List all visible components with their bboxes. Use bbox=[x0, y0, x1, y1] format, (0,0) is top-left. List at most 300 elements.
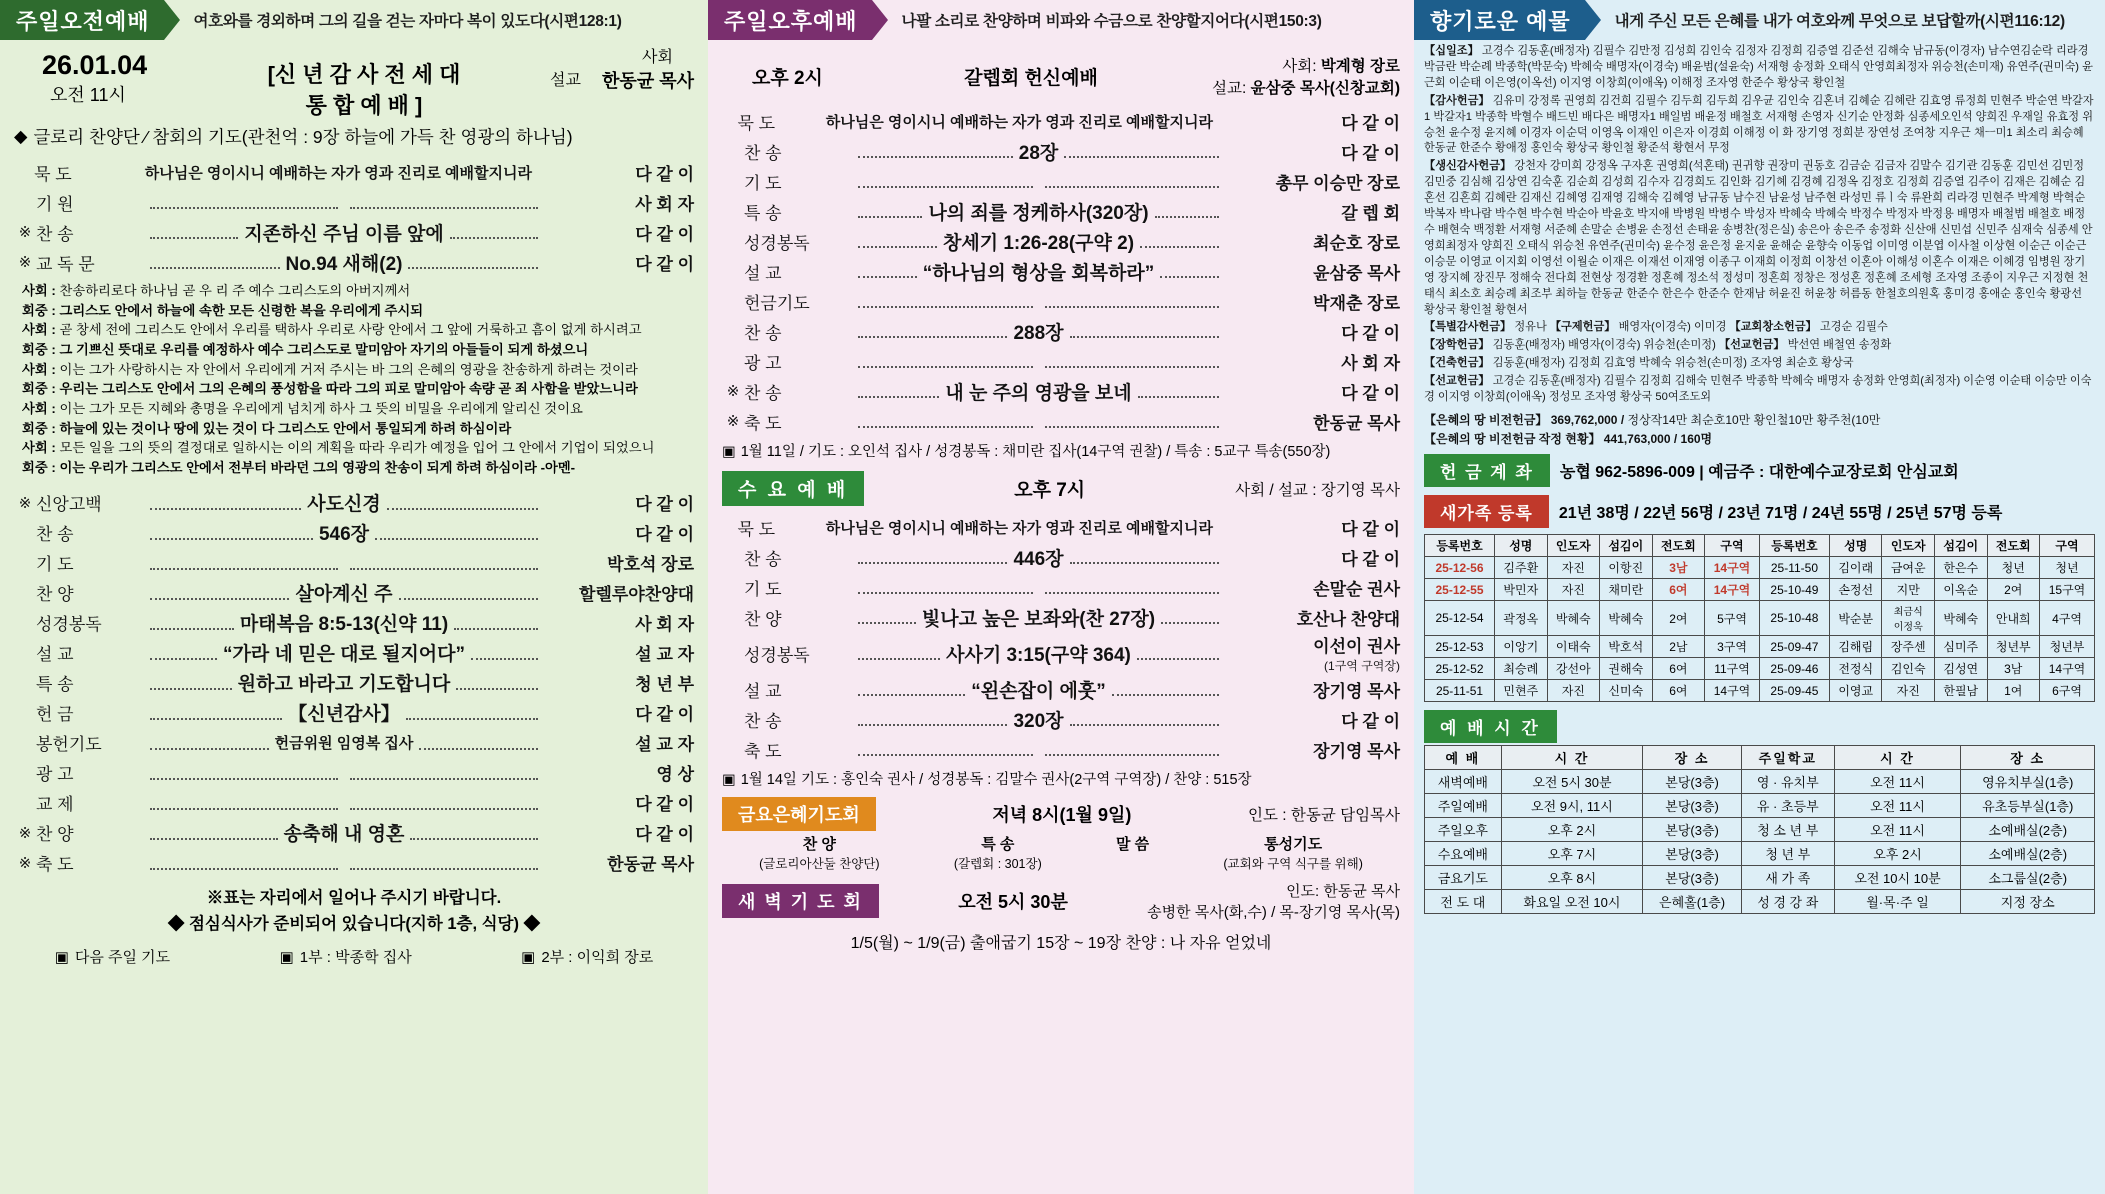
order-item bbox=[722, 632, 1400, 674]
prayer-assignment: ▣ 다음 주일 기도 bbox=[54, 948, 171, 966]
dot-leader bbox=[150, 706, 282, 720]
order-item-label: 신앙고백 bbox=[36, 495, 102, 515]
order-item-person: 호산나 찬양대 bbox=[1296, 609, 1401, 629]
order-item-person: 다 같 이 bbox=[1341, 143, 1400, 163]
vision-fund-line: 【은혜의 땅 비전헌금 작정 현황】 441,763,000 / 160명 bbox=[1424, 431, 1713, 446]
dawn-time: 오전 5시 30분 bbox=[958, 892, 1068, 912]
order-item-content: 내 눈 주의 영광을 보네 bbox=[945, 382, 1132, 404]
dot-leader bbox=[858, 550, 1007, 564]
order-item-person: 영 상 bbox=[656, 765, 694, 785]
table-cell: 6여 bbox=[1652, 680, 1705, 702]
table-row bbox=[1425, 890, 2095, 914]
order-item-label: 찬 송 bbox=[744, 323, 782, 343]
order-of-worship-part1 bbox=[0, 151, 708, 277]
table-cell: 5구역 bbox=[1705, 601, 1760, 636]
order-item-content: 446장 bbox=[1013, 548, 1064, 570]
order-item bbox=[722, 704, 1400, 734]
order-item bbox=[722, 674, 1400, 704]
dot-leader bbox=[858, 712, 1007, 726]
bank-chip: 헌 금 계 좌 bbox=[1424, 454, 1550, 487]
order-item-label: 기 도 bbox=[744, 173, 782, 193]
worship-time-header bbox=[1414, 704, 2105, 743]
service-time: 오전 11시 bbox=[50, 85, 126, 105]
banner-arrow-icon bbox=[1585, 0, 1601, 40]
dawn-leader-1: 인도: 한동균 목사 bbox=[1286, 883, 1400, 900]
dot-leader bbox=[350, 856, 538, 870]
order-item-label: 교 제 bbox=[36, 795, 74, 815]
table-cell: 권해숙 bbox=[1600, 658, 1653, 680]
order-item-person: 다 같 이 bbox=[635, 224, 695, 244]
friday-chip: 금요은혜기도회 bbox=[722, 797, 876, 831]
order-item-person: 다 같 이 bbox=[635, 825, 694, 845]
order-item bbox=[14, 728, 694, 758]
responsive-line: 회중 : 그 기쁘신 뜻대로 우리를 예정하사 예수 그리스도로 말미암아 자기의 아들들이 되게 하셨으니 bbox=[22, 342, 589, 358]
responsive-line: 사회 : 이는 그가 사랑하시는 자 안에서 우리에게 거저 주시는 바 그의 은혜의 영광을 찬송하게 하려는 것이라 bbox=[22, 361, 638, 377]
order-item-content: 창세기 1:26-28(구약 2) bbox=[942, 232, 1135, 254]
order-item-marker: ※ bbox=[18, 224, 32, 241]
order-item bbox=[14, 518, 694, 548]
banner-sunday-afternoon bbox=[708, 0, 1414, 40]
table-cell: 오전 5시 30분 bbox=[1501, 770, 1643, 794]
table-cell: 본당(3층) bbox=[1643, 794, 1742, 818]
table-cell: 청년 bbox=[1987, 557, 2040, 579]
table-cell: 청년부 bbox=[1987, 636, 2040, 658]
dot-leader bbox=[1070, 712, 1219, 726]
service-header bbox=[0, 40, 708, 120]
column-sunday-afternoon bbox=[708, 0, 1414, 1194]
order-item-content: “가라 네 믿은 대로 될지어다” bbox=[223, 644, 466, 666]
table-row bbox=[1425, 557, 2095, 579]
order-item-person: 다 같 이 bbox=[635, 705, 695, 725]
table-cell: 최승례 bbox=[1495, 658, 1548, 680]
dot-leader bbox=[1045, 354, 1220, 368]
preacher-name: 한동균 목사 bbox=[602, 71, 694, 91]
dot-leader bbox=[1160, 264, 1219, 278]
order-item bbox=[722, 196, 1400, 226]
order-item-person: 윤삼중 목사 bbox=[1313, 263, 1401, 283]
order-item-person: 설 교 자 bbox=[635, 735, 694, 755]
column-announcements bbox=[1414, 0, 2105, 1194]
banner-arrow-icon bbox=[164, 0, 180, 40]
afternoon-leaders bbox=[1190, 54, 1400, 98]
order-item-label: 찬 송 bbox=[744, 711, 782, 731]
dot-leader bbox=[858, 580, 1033, 594]
order-item-label: 특 송 bbox=[744, 203, 782, 223]
preacher-label: 설교 bbox=[550, 72, 581, 89]
afternoon-preach-label: 설교: bbox=[1212, 80, 1247, 97]
order-item bbox=[722, 226, 1400, 256]
banner-verse: 여호와를 경외하며 그의 길을 걷는 자마다 복이 있도다(시편128:1) bbox=[193, 13, 622, 30]
square-icon: ▣ bbox=[279, 948, 294, 966]
table-cell: 3남 bbox=[1652, 557, 1705, 579]
offering-block: 【특별감사헌금】 정유나 【구제헌금】 배영자(이경숙) 이미경 【교회창소헌금】 고경순 김필수 bbox=[1424, 321, 1888, 334]
table-cell: 이옥순 bbox=[1935, 579, 1988, 601]
table-cell: 3남 bbox=[1987, 658, 2040, 680]
table-cell: 청 소 년 부 bbox=[1741, 818, 1834, 842]
wednesday-order bbox=[708, 506, 1414, 764]
table-cell: 성 경 강 좌 bbox=[1741, 890, 1834, 914]
table-cell: 곽정옥 bbox=[1495, 601, 1548, 636]
dot-leader bbox=[150, 826, 278, 840]
table-cell: 자진 bbox=[1547, 680, 1600, 702]
table-header-cell: 시 간 bbox=[1834, 746, 1961, 770]
order-item-label: 봉헌기도 bbox=[36, 735, 102, 755]
new-family-chip: 새가족 등록 bbox=[1424, 495, 1549, 528]
offering-block: 【건축헌금】 김동훈(배정자) 김정희 김효영 박혜숙 위승천(손미정) 조자영 최순호 황상국 bbox=[1424, 357, 1854, 370]
order-item bbox=[722, 602, 1400, 632]
dot-leader bbox=[1045, 414, 1220, 428]
table-cell: 6여 bbox=[1652, 579, 1705, 601]
dot-leader bbox=[450, 225, 538, 239]
order-item-person-sub: (1구역 구역장) bbox=[1324, 659, 1400, 673]
wednesday-leader: 사회 / 설교 : 장기영 목사 bbox=[1235, 481, 1400, 499]
square-icon: ▣ bbox=[54, 948, 69, 966]
order-item-person: 갈 렙 회 bbox=[1341, 203, 1401, 223]
table-header-cell: 구역 bbox=[1705, 535, 1760, 557]
dot-leader bbox=[1155, 204, 1219, 218]
order-item-marker: ※ bbox=[726, 413, 740, 430]
order-item-label: 성경봉독 bbox=[744, 645, 810, 665]
vision-fund-lines bbox=[1414, 408, 2105, 448]
order-item-content: 사사기 3:15(구약 364) bbox=[946, 644, 1131, 666]
order-item-person: 다 같 이 bbox=[635, 795, 694, 815]
order-item-label: 설 교 bbox=[744, 263, 782, 283]
table-cell: 박혜숙 bbox=[1600, 601, 1653, 636]
dot-leader bbox=[408, 255, 538, 269]
order-item bbox=[14, 788, 694, 818]
dawn-schedule: 1/5(월) ~ 1/9(금) 출애굽기 15장 ~ 19장 찬양 : 나 자유 얻었네 bbox=[850, 935, 1272, 952]
order-item bbox=[722, 316, 1400, 346]
choir-line bbox=[0, 120, 708, 151]
order-item bbox=[14, 668, 694, 698]
square-icon: ▣ bbox=[722, 444, 736, 460]
table-cell: 오전 11시 bbox=[1834, 770, 1961, 794]
offering-block: 【생신감사헌금】 강천자 강미희 강정옥 구자혼 권영희(석혼태) 권귀향 권장미 권동호 김금순 김금자 김말수 김기관 김동훈 김민선 김민정 김민중 김심해 김상연 김숙훈 김순희 김성희 김수자 김경희도 김인화 김기혜 김경혜 김정옥 김정호 김정희 김증열 김주이 김재은 김혜순 김혼선 김혼희 김혜란 김재신 김혜영 김재영 김해숙 김혜영 남규동 남수진 남윤성 남주현 라성민 류ㅣ숙 류완희 리라경 민현주 박계형 박혁순 박복자 박나람 박수현 박수현 박순아 박윤호 박지애 박병원 박병수 박성자 박혜숙 박혜숙 박정수 박정자 박정용 배명자 배철범 배철호 배정수 배현숙 백정환 서재형 서준혜 손말순 손병윤 손정선 손태윤 송병찬(정은실) 송은아 송은주 송정화 신산애 신민섭 신민주 심재숙 심종세 안영희최정자 양희진 오태식 위승천 유연주(권미숙) 윤수정 윤은정 윤지윤 윤해순 윤향숙 이동업 이미영 이분엽 이사철 이상현 이순근 이순근 이승문 이영교 이지회 이영선 이월순 이재은 이재선 이재영 이종구 이재희 이정희 이창선 이혼아 이해성 이혼수 이재은 이혜경 임병원 장기영 장지혜 장진무 정해숙 전다희 전현상 정경환 정혼혜 정소석 정성미 정혼희 정창은 정성혼 정혼혜 조세형 조자영 조종이 지우근 지정현 천태식 최소호 최승례 최조부 최하늘 한동균 한준수 한은수 한준수 한재남 허윤진 허윤창 허름동 한철호의원혹 홍미경 홍애순 홍인숙 황광선 황상국 황인철 황현서 bbox=[1424, 160, 2093, 316]
order-item bbox=[722, 346, 1400, 376]
table-header-row bbox=[1425, 535, 2095, 557]
order-item-person: 사 회 자 bbox=[635, 615, 694, 635]
table-header-cell: 예 배 bbox=[1425, 746, 1502, 770]
afternoon-note bbox=[708, 436, 1414, 465]
table-cell: 소그룹실(2층) bbox=[1961, 866, 2095, 890]
order-item bbox=[14, 157, 694, 187]
table-header-cell: 시 간 bbox=[1501, 746, 1643, 770]
table-cell: 유초등부실(1층) bbox=[1961, 794, 2095, 818]
responsive-line: 사회 : 곧 창세 전에 그리스도 안에서 우리를 택하사 우리로 사랑 안에서 그 앞에 거룩하고 흠이 없게 하시려고 bbox=[22, 322, 642, 338]
order-item-label: 찬 송 bbox=[744, 143, 782, 163]
table-cell: 25-12-54 bbox=[1425, 601, 1495, 636]
order-item-label: 묵 도 bbox=[34, 164, 72, 184]
order-item-content: 【신년감사】 bbox=[288, 704, 400, 726]
afternoon-title: 갈렙회 헌신예배 bbox=[964, 67, 1098, 89]
responsive-reading bbox=[0, 277, 708, 482]
table-header-cell: 구역 bbox=[2040, 535, 2095, 557]
order-item bbox=[722, 286, 1400, 316]
table-cell: 오전 9시, 11시 bbox=[1501, 794, 1643, 818]
table-cell: 오전 11시 bbox=[1834, 794, 1961, 818]
offering-lists bbox=[1414, 40, 2105, 406]
table-cell: 전 도 대 bbox=[1425, 890, 1502, 914]
table-cell: 영유치부실(1층) bbox=[1961, 770, 2095, 794]
order-item bbox=[14, 548, 694, 578]
table-cell: 한은수 bbox=[1935, 557, 1988, 579]
order-item-content: “왼손잡이 에훗” bbox=[971, 680, 1106, 702]
lunch-note: ◆ 점심식사가 준비되어 있습니다(지하 1층, 식당) ◆ bbox=[167, 914, 541, 933]
table-cell: 지정 장소 bbox=[1961, 890, 2095, 914]
order-item-content: “하나님의 형상을 회복하라” bbox=[922, 262, 1155, 284]
table-header-cell: 장 소 bbox=[1961, 746, 2095, 770]
table-cell: 25-11-50 bbox=[1759, 557, 1829, 579]
dot-leader bbox=[350, 796, 538, 810]
table-cell: 청 년 부 bbox=[1741, 842, 1834, 866]
table-cell: 소예배실(2층) bbox=[1961, 818, 2095, 842]
dot-leader bbox=[150, 556, 338, 570]
responsive-line: 회중 : 우리는 그리스도 안에서 그의 은혜의 풍성함을 따라 그의 피로 말미암아 속량 곧 죄 사함을 받았느니라 bbox=[22, 381, 638, 397]
table-cell: 김주환 bbox=[1495, 557, 1548, 579]
afternoon-time: 오후 2시 bbox=[752, 67, 823, 89]
order-item-content: 원하고 바라고 기도합니다 bbox=[237, 674, 451, 696]
table-cell: 유 · 초등부 bbox=[1741, 794, 1834, 818]
table-cell: 심미주 bbox=[1935, 636, 1988, 658]
offering-block: 【십일조】 고경수 김동훈(배정자) 김필수 김만정 김성희 김인숙 김정자 김정희 김증열 김준선 김해숙 남규동(이경자) 남수연김순락 리라경 박금란 박순례 박종학(박문숙) 박혜숙 배명자(이경숙) 배윤범(설윤숙) 서재형 송정화 오태식 안영희최정자 위승천(손미재) 유연주(권미숙) 윤근회 이순태 이은영(이옥선) 이지영 이창희(이애옥) 이해정 조자영 한준수 황상국 황인철 bbox=[1424, 45, 2093, 89]
dot-leader bbox=[150, 526, 313, 540]
order-item-label: 설 교 bbox=[36, 645, 74, 665]
friday-program-sub: (글로리아산둘 찬양단) bbox=[759, 857, 880, 871]
friday-program-item bbox=[954, 833, 1042, 872]
order-item-person: 다 같 이 bbox=[1341, 383, 1400, 403]
order-item-person: 다 같 이 bbox=[635, 254, 695, 274]
column-sunday-morning bbox=[0, 0, 708, 1194]
table-cell: 화요일 오전 10시 bbox=[1501, 890, 1643, 914]
dot-leader bbox=[150, 736, 269, 750]
dot-leader bbox=[399, 586, 538, 600]
banner-sunday-morning bbox=[0, 0, 708, 40]
order-item-marker: ※ bbox=[18, 824, 32, 842]
responsive-line: 사회 : 이는 그가 모든 지혜와 총명을 우리에게 넘치게 하사 그 뜻의 비밀을 우리에게 알리신 것이요 bbox=[22, 401, 583, 417]
order-item-label: 특 송 bbox=[36, 675, 74, 695]
table-cell: 소예배실(2층) bbox=[1961, 842, 2095, 866]
dot-leader bbox=[350, 195, 538, 209]
banner-offerings bbox=[1414, 0, 2105, 40]
table-cell: 25-12-55 bbox=[1425, 579, 1495, 601]
square-icon: ▣ bbox=[722, 772, 736, 788]
order-item-content: No.94 새해(2) bbox=[285, 253, 403, 275]
dot-leader bbox=[1045, 174, 1220, 188]
order-item-content: 사도신경 bbox=[307, 494, 381, 516]
dot-leader bbox=[150, 225, 238, 239]
order-item-person: 이선이 권사 (1구역 구역장) bbox=[1225, 632, 1400, 674]
afternoon-note-text: 1월 11일 / 기도 : 오인석 집사 / 성경봉독 : 채미란 집사(14구역 권찰) / 특송 : 5교구 특송(550장) bbox=[740, 444, 1331, 460]
offering-block: 【장학헌금】 김동훈(배정자) 배영자(이경숙) 위승천(손미정) 【선교헌금】 박선연 배철연 송정화 bbox=[1424, 339, 1892, 352]
table-cell: 김인숙 bbox=[1882, 658, 1935, 680]
new-family-row bbox=[1414, 491, 2105, 532]
order-item-person: 한동균 목사 bbox=[607, 855, 694, 875]
afternoon-officiant: 박계형 장로 bbox=[1320, 58, 1400, 75]
table-header-cell: 성명 bbox=[1829, 535, 1882, 557]
table-cell: 본당(3층) bbox=[1643, 818, 1742, 842]
order-item bbox=[722, 542, 1400, 572]
order-item-person: 다 같 이 bbox=[635, 495, 695, 515]
afternoon-preacher: 윤삼중 목사(신창교회) bbox=[1250, 80, 1400, 97]
registration-table bbox=[1424, 534, 2095, 702]
order-item-content: 하나님은 영이시니 예배하는 자가 영과 진리로 예배할지니라 bbox=[825, 519, 1213, 537]
bank-account-row bbox=[1414, 450, 2105, 491]
offering-block: 【선교헌금】 고경순 김동훈(배정자) 김필수 김정희 김해숙 민현주 박종학 박혜숙 배명자 송정화 안영희(최정자) 이순영 이순태 이승만 이숙경 이지영 이창희(이애옥) 정성모 조자영 황상국 50여조도외 bbox=[1424, 375, 2092, 404]
table-cell: 박호석 bbox=[1600, 636, 1653, 658]
worship-time-table bbox=[1424, 745, 2095, 914]
table-cell: 이태숙 bbox=[1547, 636, 1600, 658]
service-title: [신 년 감 사 전 세 대 통 합 예 배 ] bbox=[267, 62, 461, 118]
order-item-content: 288장 bbox=[1013, 322, 1064, 344]
order-item-label: 기 도 bbox=[744, 579, 782, 599]
order-item-person: 손말순 권사 bbox=[1313, 579, 1400, 599]
banner-verse: 내게 주신 모든 은혜를 내가 여호와께 무엇으로 보답할까(시편116:12) bbox=[1614, 13, 2065, 30]
offering-block: 【감사헌금】 김유미 강정록 권영희 김건희 김필수 김두희 김두희 김우균 김인숙 김혼녀 김혜순 김혜란 김효영 류정희 민현주 박순연 박갈자1 박갈자1 박종학 박혈수 배드빈 배다은 배명자1 배일범 배윤정 배철호 서재형 손영자 신기순 안정화 심종세오인석 양희진 우재일 유효정 위승천 윤수정 윤지혜 이경자 이순덕 이영옥 이재인 이은자 이경희 이해정 이 화 장기영 정희분 장연성 조여창 지우근 채ㅡ미1 최소리 최승혜 한동균 한준수 황애정 홍인숙 황상국 황인철 황준석 황현서 무정 bbox=[1424, 94, 2094, 155]
order-item bbox=[722, 376, 1400, 406]
banner-verse: 나팔 소리로 찬양하며 비파와 수금으로 찬양할지어다(시편150:3) bbox=[901, 13, 1322, 30]
banner-arrow-icon bbox=[872, 0, 888, 40]
dot-leader bbox=[387, 496, 538, 510]
table-cell: 박민자 bbox=[1495, 579, 1548, 601]
order-item-person: 다 같 이 bbox=[1341, 549, 1400, 569]
responsive-line: 회중 : 이는 우리가 그리스도 안에서 전부터 바라던 그의 영광의 찬송이 되게 하려 하심이라 -아멘- bbox=[22, 460, 576, 476]
order-item-content: 헌금위원 임영복 집사 bbox=[274, 735, 414, 753]
order-item-marker: ※ bbox=[18, 494, 32, 512]
vision-fund-line: 【은혜의 땅 비전헌금】 369,762,000 / 정상작14만 최순호10만 황인철10만 황주천(10만 bbox=[1424, 412, 1881, 427]
dot-leader bbox=[150, 255, 280, 269]
table-cell: 11구역 bbox=[1705, 658, 1760, 680]
order-item bbox=[14, 698, 694, 728]
table-header-cell: 성명 bbox=[1495, 535, 1548, 557]
order-item bbox=[14, 848, 694, 878]
table-cell: 3구역 bbox=[1705, 636, 1760, 658]
friday-program-title: 특 송 bbox=[981, 836, 1015, 853]
order-of-worship-part2 bbox=[0, 482, 708, 878]
afternoon-officiant-label: 사회: bbox=[1282, 58, 1317, 75]
dot-leader bbox=[150, 586, 289, 600]
table-cell: 김해림 bbox=[1829, 636, 1882, 658]
order-item bbox=[14, 758, 694, 788]
table-cell: 25-09-46 bbox=[1759, 658, 1829, 680]
table-cell: 박혜숙 bbox=[1935, 601, 1988, 636]
table-cell: 새벽예배 bbox=[1425, 770, 1502, 794]
order-item-label: 광 고 bbox=[36, 765, 74, 785]
friday-program-item bbox=[1116, 833, 1149, 872]
order-item-person: 다 같 이 bbox=[1341, 711, 1400, 731]
order-item-person: 한동균 목사 bbox=[1313, 413, 1400, 433]
afternoon-order bbox=[708, 100, 1414, 436]
order-item-person: 다 같 이 bbox=[1341, 323, 1400, 343]
dawn-leader-2: 송병한 목사(화,수) / 목-장기영 목사(목) bbox=[1147, 904, 1400, 921]
order-item-marker: ※ bbox=[18, 254, 32, 271]
dot-leader bbox=[1064, 144, 1219, 158]
dot-leader bbox=[1045, 742, 1220, 756]
bank-account-value: 농협 962-5896-009 | 예금주 : 대한예수교장로회 안심교회 bbox=[1559, 464, 1959, 481]
friday-program-item bbox=[759, 833, 879, 872]
dot-leader bbox=[858, 646, 940, 660]
order-item-content: 하나님은 영이시니 예배하는 자가 영과 진리로 예배할지니라 bbox=[144, 164, 532, 182]
order-item-person: 장기영 목사 bbox=[1313, 681, 1400, 701]
table-cell: 새 가 족 bbox=[1741, 866, 1834, 890]
dot-leader bbox=[150, 766, 338, 780]
order-item-label: 찬 양 bbox=[744, 609, 782, 629]
table-row bbox=[1425, 658, 2095, 680]
table-cell: 자진 bbox=[1547, 557, 1600, 579]
friday-program-item bbox=[1223, 833, 1363, 872]
table-header-cell: 주일학교 bbox=[1741, 746, 1834, 770]
order-item-content: 하나님은 영이시니 예배하는 자가 영과 진리로 예배할지니라 bbox=[825, 113, 1213, 131]
order-item-person: 장기영 목사 bbox=[1313, 741, 1400, 761]
order-item bbox=[722, 734, 1400, 764]
table-cell: 금여운 bbox=[1882, 557, 1935, 579]
order-item-person: 최순호 장로 bbox=[1313, 233, 1401, 253]
table-cell: 수요예배 bbox=[1425, 842, 1502, 866]
table-header-cell: 등록번호 bbox=[1425, 535, 1495, 557]
dot-leader bbox=[150, 616, 234, 630]
friday-program-sub: (교회와 구역 식구를 위해) bbox=[1223, 857, 1363, 871]
table-cell: 채미란 bbox=[1600, 579, 1653, 601]
table-cell: 김성연 bbox=[1935, 658, 1988, 680]
dot-leader bbox=[150, 676, 232, 690]
order-item-person: 다 같 이 bbox=[1341, 519, 1400, 539]
next-week-prayer bbox=[0, 946, 708, 967]
table-header-row bbox=[1425, 746, 2095, 770]
order-item bbox=[14, 608, 694, 638]
table-cell: 주일예배 bbox=[1425, 794, 1502, 818]
table-header-cell: 섬김이 bbox=[1600, 535, 1653, 557]
table-row bbox=[1425, 842, 2095, 866]
table-cell: 25-09-47 bbox=[1759, 636, 1829, 658]
table-header-cell: 섬김이 bbox=[1935, 535, 1988, 557]
order-item-label: 헌 금 bbox=[36, 705, 74, 725]
order-item-marker: ※ bbox=[18, 854, 32, 872]
dot-leader bbox=[150, 646, 217, 660]
diamond-icon: ◆ bbox=[14, 126, 28, 146]
order-item-label: 성경봉독 bbox=[36, 615, 102, 635]
order-item-person: 박재춘 장로 bbox=[1313, 293, 1400, 313]
dot-leader bbox=[1112, 682, 1219, 696]
friday-section bbox=[708, 793, 1414, 831]
dot-leader bbox=[858, 384, 939, 398]
order-item bbox=[722, 406, 1400, 436]
table-cell: 장주센 bbox=[1882, 636, 1935, 658]
order-item-person: 설 교 자 bbox=[635, 645, 695, 665]
table-cell: 신미숙 bbox=[1600, 680, 1653, 702]
dot-leader bbox=[858, 294, 1033, 308]
service-date: 26.01.04 bbox=[42, 50, 148, 80]
order-item-person: 다 같 이 bbox=[635, 525, 694, 545]
dot-leader bbox=[1070, 550, 1219, 564]
order-item-label: 교 독 문 bbox=[36, 254, 95, 274]
dot-leader bbox=[858, 742, 1033, 756]
order-item-label: 설 교 bbox=[744, 681, 782, 701]
order-item bbox=[722, 106, 1400, 136]
order-item-label: 묵 도 bbox=[737, 113, 776, 133]
order-item-label: 찬 송 bbox=[36, 525, 74, 545]
table-cell: 2남 bbox=[1652, 636, 1705, 658]
table-header-cell: 인도자 bbox=[1547, 535, 1600, 557]
dot-leader bbox=[858, 234, 937, 248]
dot-leader bbox=[858, 174, 1033, 188]
dot-leader bbox=[858, 354, 1033, 368]
order-item-label: 광 고 bbox=[744, 353, 782, 373]
order-item-label: 기 원 bbox=[36, 194, 74, 214]
order-item-person: 할렐루야찬양대 bbox=[579, 585, 694, 605]
friday-time: 저녁 8시(1월 9일) bbox=[992, 805, 1132, 825]
table-header-cell: 전도회 bbox=[1652, 535, 1705, 557]
table-cell: 14구역 bbox=[1705, 680, 1760, 702]
order-item-person: 다 같 이 bbox=[1341, 113, 1400, 133]
